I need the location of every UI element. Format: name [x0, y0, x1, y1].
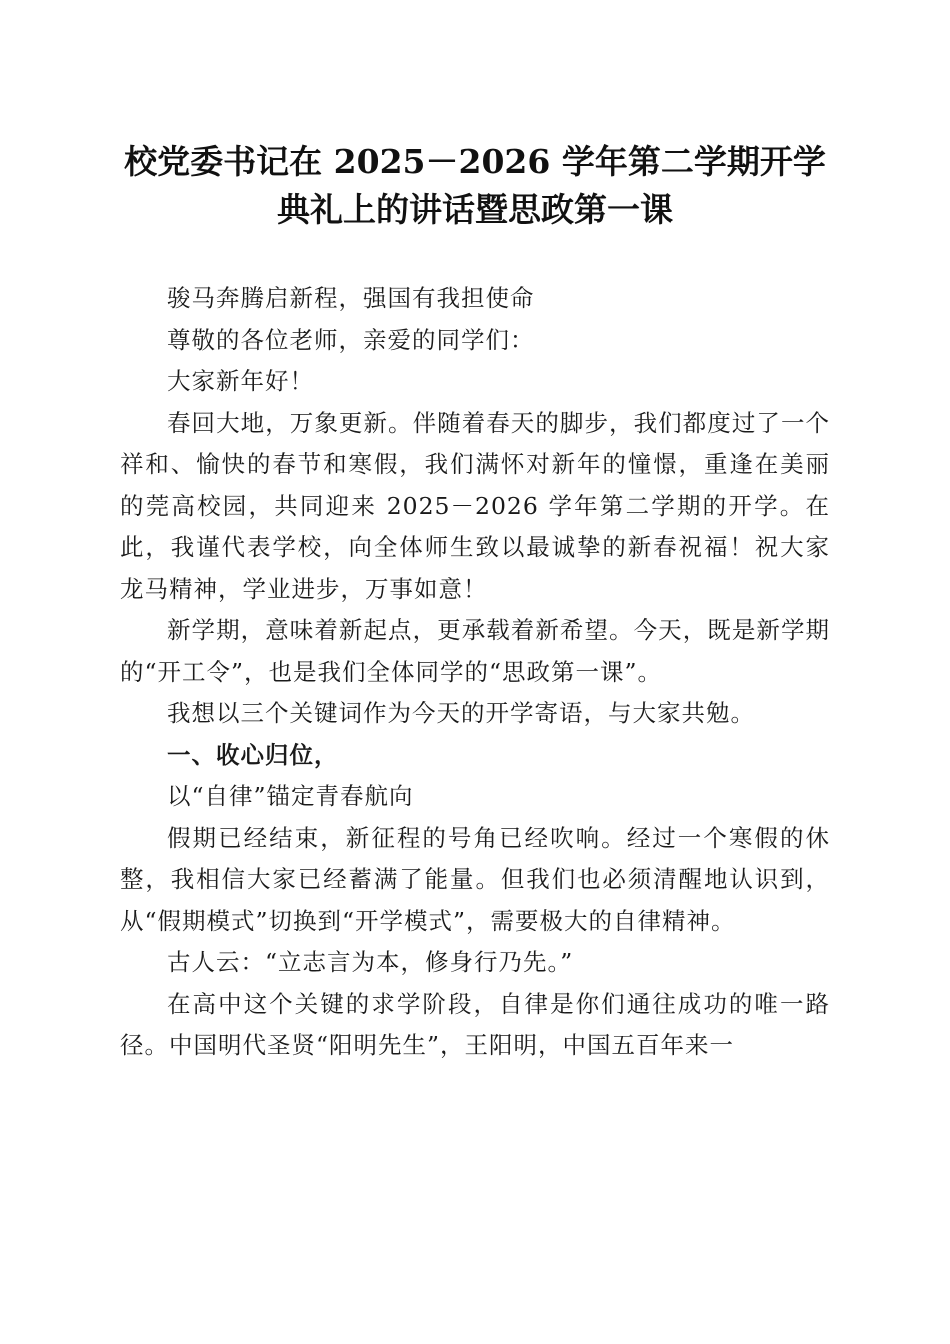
body-paragraph: 在高中这个关键的求学阶段，自律是你们通往成功的唯一路径。中国明代圣贤“阳明先生”，王阳明，中国五百年来一	[120, 989, 830, 1059]
quote-paragraph: 古人云：“立志言为本，修身行乃先。”	[167, 948, 574, 976]
document-title	[0, 138, 950, 234]
body-paragraph: 春回大地，万象更新。伴随着春天的脚步，我们都度过了一个祥和、愉快的春节和寒假，我们满怀对新年的憧憬，重逢在美丽的莞高校园，共同迎来 2025－2026 学年第二学期的开学。在此，我谨代表学校，向全体师生致以最诚挚的新春祝福！祝大家龙马精神，学业进步，万事如意！	[120, 408, 830, 603]
section-subheading: 以“自律”锚定青春航向	[167, 782, 414, 810]
body-paragraph: 假期已经结束，新征程的号角已经吹响。经过一个寒假的休整，我相信大家已经蓄满了能量。但我们也必须清醒地认识到，从“假期模式”切换到“开学模式”，需要极大的自律精神。	[120, 823, 830, 935]
document-body	[120, 278, 830, 1067]
greeting-paragraph: 大家新年好！	[167, 367, 314, 395]
section-heading: 一、收心归位，	[167, 740, 339, 769]
salutation-paragraph: 尊敬的各位老师，亲爱的同学们：	[167, 325, 535, 354]
body-paragraph: 新学期，意味着新起点，更承载着新希望。今天，既是新学期的“开工令”，也是我们全体同学的“思政第一课”。	[120, 616, 830, 686]
subtitle-paragraph: 骏马奔腾启新程，强国有我担使命	[167, 284, 535, 312]
title-line-2: 典礼上的讲话暨思政第一课	[277, 190, 673, 229]
title-line-1: 校党委书记在 2025－2026 学年第二学期开学	[124, 142, 826, 181]
body-paragraph: 我想以三个关键词作为今天的开学寄语，与大家共勉。	[167, 699, 755, 727]
